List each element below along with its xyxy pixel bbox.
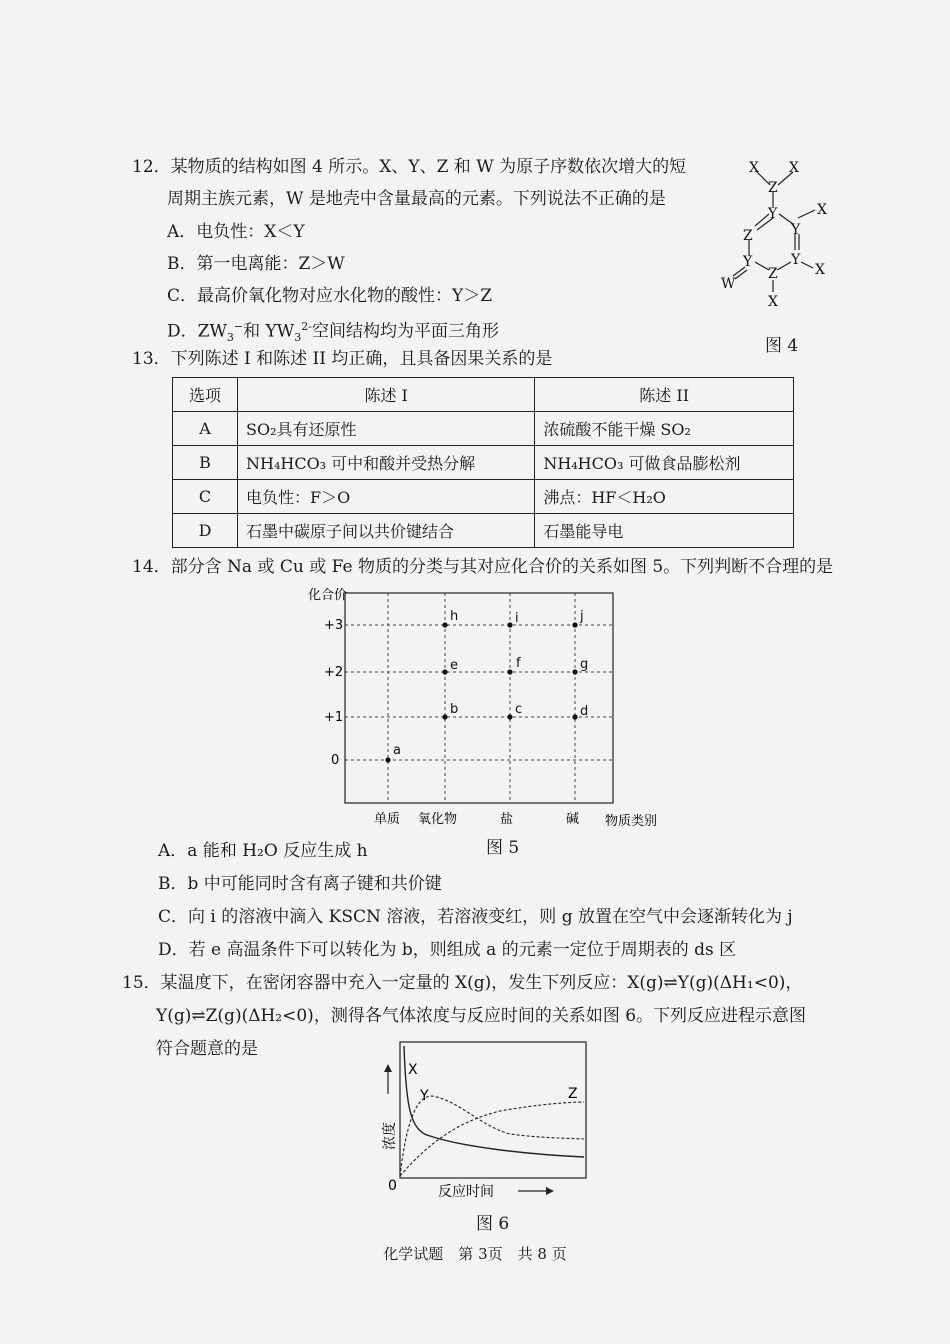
q12-stem-line2: 周期主族元素，W 是地壳中含量最高的元素。下列说法不正确的是 — [167, 189, 666, 209]
x-tick: 盐 — [500, 812, 514, 827]
table-cell: 电负性：F＞O — [238, 480, 535, 514]
table-cell: NH₄HCO₃ 可做食品膨松剂 — [535, 446, 794, 480]
atom-y-4: Y — [791, 252, 801, 268]
table-cell: 沸点：HF＜H₂O — [535, 480, 794, 514]
atom-y-2: Y — [791, 222, 801, 238]
point-c — [507, 714, 512, 719]
atom-x-2: X — [789, 160, 799, 176]
y-tick: +3 — [324, 618, 344, 633]
series-z-curve — [400, 1102, 584, 1176]
point-i — [507, 622, 512, 627]
y-axis-label: 浓度 — [382, 1122, 398, 1150]
point-label: f — [516, 656, 521, 671]
point-j — [572, 622, 577, 627]
atom-y-3: Y — [743, 254, 753, 270]
atom-z-1: Z — [768, 180, 778, 196]
figure5-caption: 图 5 — [486, 838, 520, 858]
x-tick: 氧化物 — [418, 812, 458, 827]
q14-option-b: B．b 中可能同时含有离子键和共价键 — [158, 874, 442, 894]
table-row — [173, 412, 794, 446]
q13-stem: 13．下列陈述 I 和陈述 II 均正确，且具备因果关系的是 — [132, 349, 553, 369]
q12-stem-line1: 12．某物质的结构如图 4 所示。X、Y、Z 和 W 为原子序数依次增大的短 — [132, 157, 687, 177]
atom-z-3: Z — [768, 266, 778, 282]
page-footer: 化学试题 第 3页 共 8 页 — [383, 1245, 567, 1263]
series-x-curve — [404, 1046, 584, 1157]
point-a — [385, 757, 390, 762]
point-g — [572, 669, 577, 674]
table-cell: NH₄HCO₃ 可中和酸并受热分解 — [238, 446, 535, 480]
atom-x-5: X — [768, 294, 778, 310]
atom-y-1: Y — [768, 206, 778, 222]
table-row — [173, 514, 794, 548]
atom-z-2: Z — [743, 228, 753, 244]
q15-stem-line2: Y(g)⇌Z(g)(ΔH₂<0)，测得各气体浓度与反应时间的关系如图 6。下列反应进程示意图 — [156, 1006, 807, 1026]
y-tick: 0 — [331, 753, 340, 768]
q12-option-d: D．$ZW_3^-$和 $YW_3^{2-}$空间结构均为平面三角形 — [167, 320, 499, 345]
point-label: d — [580, 704, 589, 719]
q12-option-b: B．第一电离能：Z＞W — [167, 254, 345, 274]
table-cell: C — [173, 480, 238, 514]
figure5-chart — [300, 585, 680, 835]
q15-stem-line1: 15．某温度下，在密闭容器中充入一定量的 X(g)，发生下列反应：X(g)⇌Y(g)(ΔH₁<0)， — [122, 973, 803, 993]
point-d — [572, 714, 577, 719]
x-tick: 单质 — [374, 812, 401, 827]
q14-stem: 14．部分含 Na 或 Cu 或 Fe 物质的分类与其对应化合价的关系如图 5。下列判断不合理的是 — [132, 557, 834, 577]
table-cell: B — [173, 446, 238, 480]
table-cell: 石墨能导电 — [535, 514, 794, 548]
table-header-row — [173, 378, 794, 412]
atom-w: W — [721, 276, 736, 292]
y-tick: +2 — [324, 665, 344, 680]
q12-option-c: C．最高价氧化物对应水化物的酸性：Y＞Z — [167, 286, 493, 306]
point-label: e — [450, 658, 458, 673]
q14-option-d: D．若 e 高温条件下可以转化为 b，则组成 a 的元素一定位于周期表的 ds 区 — [158, 940, 737, 960]
point-h — [442, 622, 447, 627]
y-axis-label: 化合价 — [308, 588, 348, 603]
figure6-caption: 图 6 — [476, 1214, 510, 1234]
point-label: b — [450, 702, 459, 717]
x-tick: 碱 — [566, 812, 580, 827]
q14-option-c: C．向 i 的溶液中滴入 KSCN 溶液，若溶液变红，则 g 放置在空气中会逐渐转化为 j — [158, 907, 793, 927]
q12-option-a: A．电负性：X＜Y — [167, 222, 305, 242]
figure6-chart — [370, 1036, 600, 1206]
table-row — [173, 480, 794, 514]
atom-x-3: X — [817, 202, 827, 218]
atom-x-1: X — [749, 160, 759, 176]
origin-label: 0 — [388, 1178, 397, 1194]
table-cell: A — [173, 412, 238, 446]
point-b — [442, 714, 447, 719]
table-cell: 浓硫酸不能干燥 SO₂ — [535, 412, 794, 446]
table-header: 陈述 I — [238, 378, 535, 412]
figure4-structure — [715, 150, 835, 320]
point-label: h — [450, 609, 459, 624]
q13-table — [172, 377, 794, 548]
point-e — [442, 669, 447, 674]
q14-option-a: A．a 能和 H₂O 反应生成 h — [158, 841, 368, 861]
x-axis-label: 反应时间 — [438, 1184, 494, 1200]
table-header: 选项 — [173, 378, 238, 412]
point-label: i — [515, 611, 519, 626]
q15-stem-line3: 符合题意的是 — [156, 1039, 258, 1059]
point-label: a — [393, 743, 401, 758]
series-label: X — [408, 1062, 418, 1078]
point-label: g — [580, 657, 589, 672]
y-tick: +1 — [324, 710, 344, 725]
point-f — [507, 669, 512, 674]
table-row — [173, 446, 794, 480]
series-label: Z — [568, 1086, 578, 1102]
table-cell: D — [173, 514, 238, 548]
x-axis-label: 物质类别 — [605, 814, 658, 829]
atom-x-4: X — [815, 262, 825, 278]
table-cell: SO₂具有还原性 — [238, 412, 535, 446]
point-label: c — [515, 702, 523, 717]
point-label: j — [580, 609, 584, 624]
series-label: Y — [420, 1088, 429, 1104]
table-header: 陈述 II — [535, 378, 794, 412]
table-cell: 石墨中碳原子间以共价键结合 — [238, 514, 535, 548]
figure4-caption: 图 4 — [765, 336, 799, 356]
